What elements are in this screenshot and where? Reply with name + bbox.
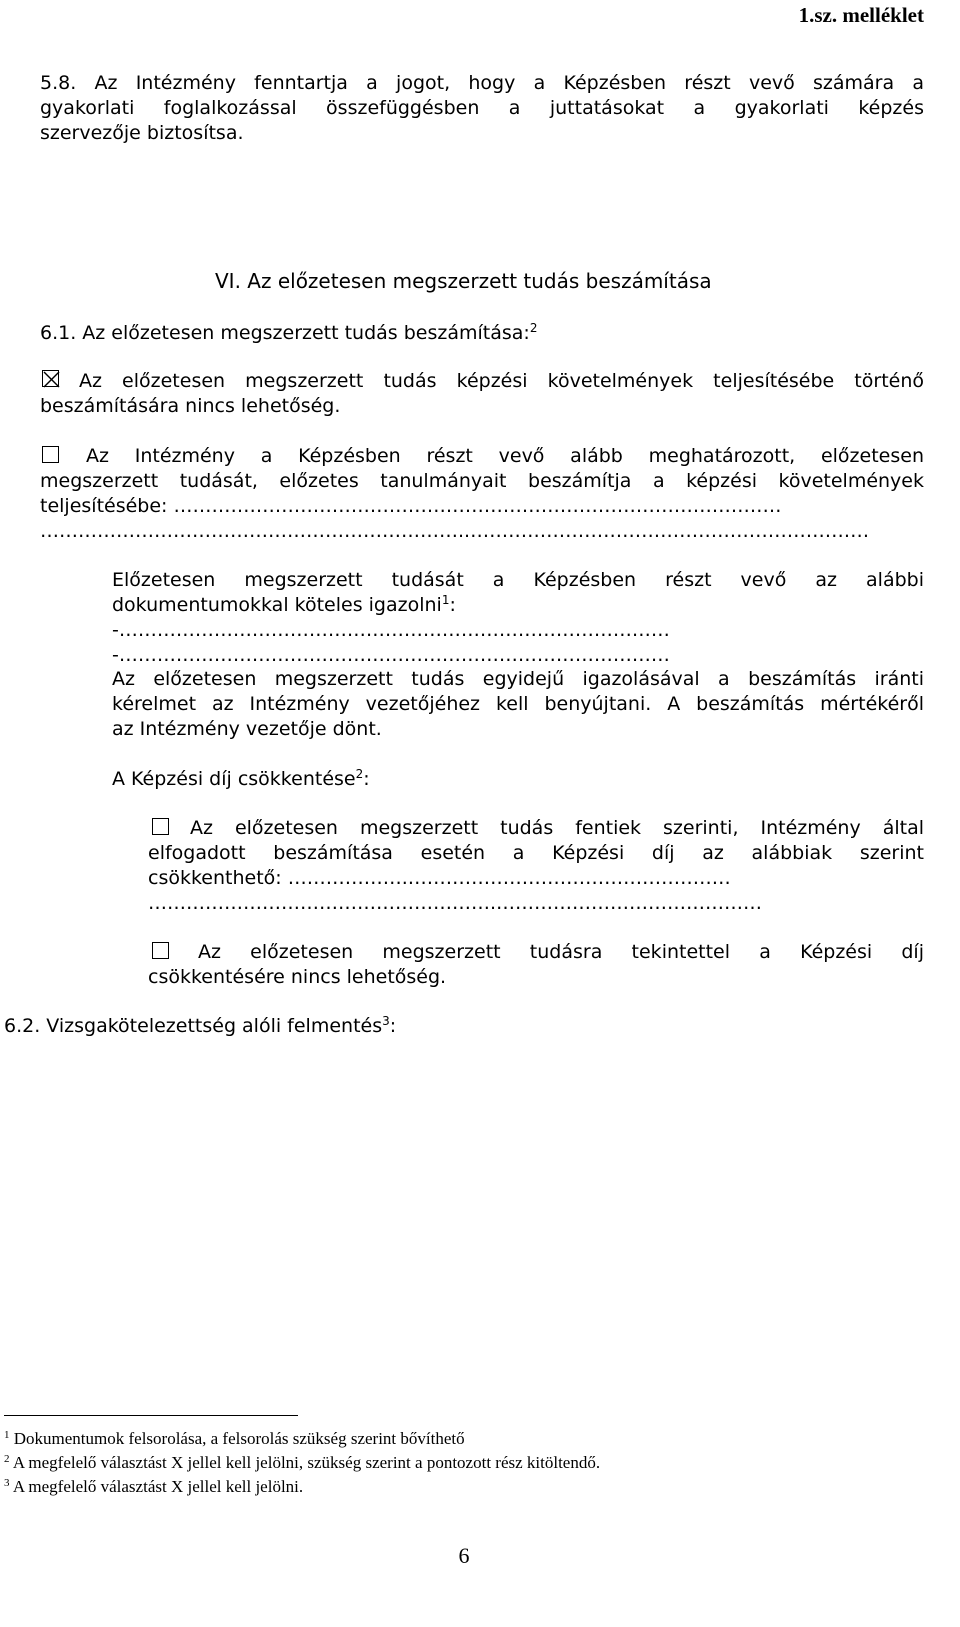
section-6-2-heading: 6.2. Vizsgakötelezettség alóli felmentés$^3$: bbox=[4, 1014, 397, 1037]
section-5-8-line-1: 5.8. Az Intézmény fenntartja a jogot, hogy a Képzésben részt vevő számára a bbox=[40, 72, 924, 94]
fee-not-reducible-line-2: csökkentésére nincs lehetőség. bbox=[148, 966, 447, 988]
proof-line-1: Előzetesen megszerzett tudását a Képzésben részt vevő az alábbi bbox=[112, 569, 924, 591]
fee-reducible-line-3: csökkenthető: ……………….…………………………………………… bbox=[148, 867, 731, 889]
option-no-credit-checkbox[interactable] bbox=[42, 370, 59, 387]
proof-document-item-1: -…………………………………………………………………………… bbox=[112, 619, 670, 641]
option-credit-line-1: Az Intézmény a Képzésben részt vevő alább meghatározott, előzetesen bbox=[86, 445, 924, 467]
proof-line-2: dokumentumokkal köteles igazolni$^1$: bbox=[112, 593, 456, 616]
section-6-1-heading: 6.1. Az előzetesen megszerzett tudás beszámítása:$^2$ bbox=[40, 321, 538, 344]
fee-not-reducible-line-1: Az előzetesen megszerzett tudásra tekintettel a Képzési díj bbox=[198, 941, 924, 963]
section-5-8-line-2: gyakorlati foglalkozással összefüggésben a juttatásokat a gyakorlati képzés bbox=[40, 97, 924, 119]
option-credit-fill-line: …………………………………………………………..……………………………………………………… bbox=[40, 520, 870, 542]
proof-line-4: kérelmet az Intézmény vezetőjéhez kell benyújtani. A beszámítás mértékéről bbox=[112, 693, 924, 715]
annex-label: 1.sz. melléklet bbox=[798, 3, 924, 27]
fee-reduction-title: A Képzési díj csökkentése$^2$: bbox=[112, 767, 370, 790]
fee-reducible-line-2: elfogadott beszámítása esetén a Képzési díj az alábbiak szerint bbox=[148, 842, 924, 864]
option-credit-line-2: megszerzett tudását, előzetes tanulmányait beszámítja a képzési követelmények bbox=[40, 470, 924, 492]
page-number: 6 bbox=[458, 1543, 470, 1568]
proof-line-5: az Intézmény vezetője dönt. bbox=[112, 718, 382, 740]
footnote-separator bbox=[4, 1415, 298, 1416]
fee-reducible-checkbox[interactable] bbox=[152, 818, 169, 835]
chapter-title: VI. Az előzetesen megszerzett tudás beszámítása bbox=[215, 269, 712, 293]
section-5-8-line-3: szervezője biztosítsa. bbox=[40, 122, 244, 144]
option-no-credit-line-1: Az előzetesen megszerzett tudás képzési követelmények teljesítésébe történő bbox=[79, 370, 924, 392]
fee-not-reducible-checkbox[interactable] bbox=[152, 942, 169, 959]
fee-reducible-line-1: Az előzetesen megszerzett tudás fentiek szerinti, Intézmény által bbox=[190, 817, 924, 839]
proof-document-item-2: -…………………………………………………………………………… bbox=[112, 644, 670, 666]
fee-reducible-fill-line: ……………………………………………….…………………………………… bbox=[148, 892, 763, 914]
option-no-credit-line-2: beszámítására nincs lehetőség. bbox=[40, 395, 341, 417]
footnote-2: $^2$ A megfelelő választást X jellel kell jelölni, szükség szerint a pontozott rész kitöltendő. bbox=[4, 1453, 601, 1472]
x-mark-icon bbox=[43, 371, 60, 388]
footnote-1: $^1$ Dokumentumok felsorolása, a felsorolás szükség szerint bővíthető bbox=[4, 1429, 465, 1448]
footnote-3: $^3$ A megfelelő választást X jellel kell jelölni. bbox=[4, 1477, 304, 1496]
option-credit-checkbox[interactable] bbox=[42, 446, 59, 463]
option-credit-line-3: teljesítésébe: …………………………………………………………………………………… bbox=[40, 495, 782, 517]
proof-line-3: Az előzetesen megszerzett tudás egyidejű igazolásával a beszámítás iránti bbox=[112, 668, 924, 690]
